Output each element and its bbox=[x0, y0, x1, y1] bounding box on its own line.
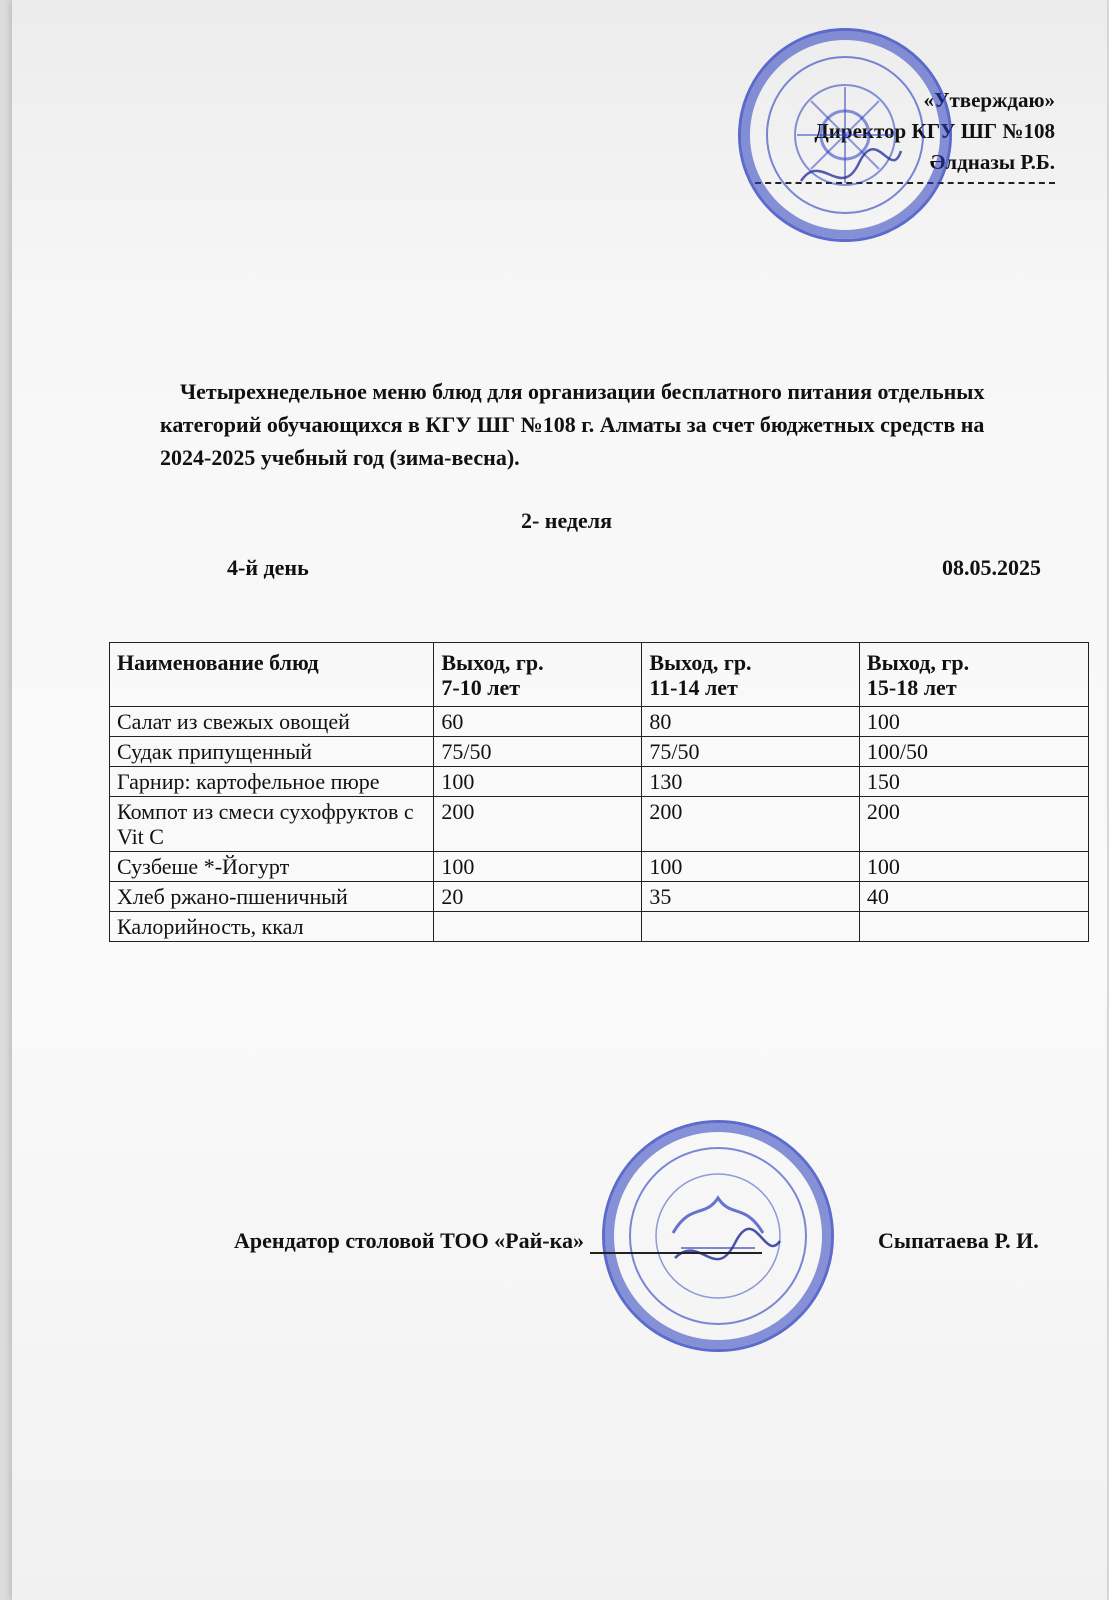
header-age-7-10: Выход, гр. 7-10 лет bbox=[434, 643, 642, 707]
portion-11-14 bbox=[642, 912, 860, 942]
portion-11-14: 130 bbox=[642, 767, 860, 797]
portion-15-18 bbox=[859, 912, 1088, 942]
header-age-15-18: Выход, гр. 15-18 лет bbox=[859, 643, 1088, 707]
table-row bbox=[110, 797, 1089, 852]
portion-11-14: 200 bbox=[642, 797, 860, 852]
signer-name: Сыпатаева Р. И. bbox=[878, 1228, 1039, 1253]
portion-15-18: 100 bbox=[859, 852, 1088, 882]
dish-name: Калорийность, ккал bbox=[110, 912, 434, 942]
portion-15-18: 150 bbox=[859, 767, 1088, 797]
director-stamp-emblem bbox=[741, 31, 949, 239]
dish-name: Компот из смеси сухофруктов с Vit C bbox=[110, 797, 434, 852]
portion-15-18: 40 bbox=[859, 882, 1088, 912]
portion-7-10: 200 bbox=[434, 797, 642, 852]
director-stamp bbox=[738, 28, 952, 242]
portion-11-14: 75/50 bbox=[642, 737, 860, 767]
portion-7-10: 100 bbox=[434, 852, 642, 882]
day-label: 4-й день bbox=[227, 555, 309, 580]
portion-7-10: 20 bbox=[434, 882, 642, 912]
week-label: 2- неделя bbox=[520, 508, 613, 533]
portion-11-14: 35 bbox=[642, 882, 860, 912]
header-age-11-14: Выход, гр. 11-14 лет bbox=[642, 643, 860, 707]
document-title: Четырехнедельное меню блюд для организации бесплатного питания отдельных категорий обучающихся в КГУ ШГ №108 г. Алматы за счет бюджетных средств на 2024-2025 учебный год (зима-весна). bbox=[160, 379, 985, 470]
document-sheet bbox=[12, 0, 1107, 1600]
table-header-row bbox=[110, 643, 1089, 707]
portion-11-14: 80 bbox=[642, 707, 860, 737]
menu-table bbox=[109, 642, 1089, 942]
portion-15-18: 100/50 bbox=[859, 737, 1088, 767]
table-row bbox=[110, 912, 1089, 942]
dish-name: Судак припущенный bbox=[110, 737, 434, 767]
header-dish: Наименование блюд bbox=[110, 643, 434, 707]
portion-15-18: 100 bbox=[859, 707, 1088, 737]
approval-line-3: Әлдназы Р.Б. bbox=[929, 150, 1055, 174]
signer-line bbox=[234, 1228, 768, 1254]
approval-line-2: Директор КГУ ШГ №108 bbox=[814, 119, 1055, 143]
table-row bbox=[110, 767, 1089, 797]
date-label: 08.05.2025 bbox=[942, 555, 1041, 580]
table-row bbox=[110, 707, 1089, 737]
portion-11-14: 100 bbox=[642, 852, 860, 882]
portion-7-10: 100 bbox=[434, 767, 642, 797]
portion-15-18: 200 bbox=[859, 797, 1088, 852]
signature-blank bbox=[590, 1252, 762, 1254]
table-row bbox=[110, 882, 1089, 912]
signer-role: Арендатор столовой ТОО «Рай-ка» bbox=[234, 1228, 584, 1253]
dish-name: Салат из свежых овощей bbox=[110, 707, 434, 737]
portion-7-10 bbox=[434, 912, 642, 942]
dish-name: Сузбеше *-Йогурт bbox=[110, 852, 434, 882]
dish-name: Гарнир: картофельное пюре bbox=[110, 767, 434, 797]
table-row bbox=[110, 852, 1089, 882]
table-row bbox=[110, 737, 1089, 767]
dish-name: Хлеб ржано-пшеничный bbox=[110, 882, 434, 912]
portion-7-10: 60 bbox=[434, 707, 642, 737]
approval-line-1: «Утверждаю» bbox=[923, 88, 1055, 112]
portion-7-10: 75/50 bbox=[434, 737, 642, 767]
